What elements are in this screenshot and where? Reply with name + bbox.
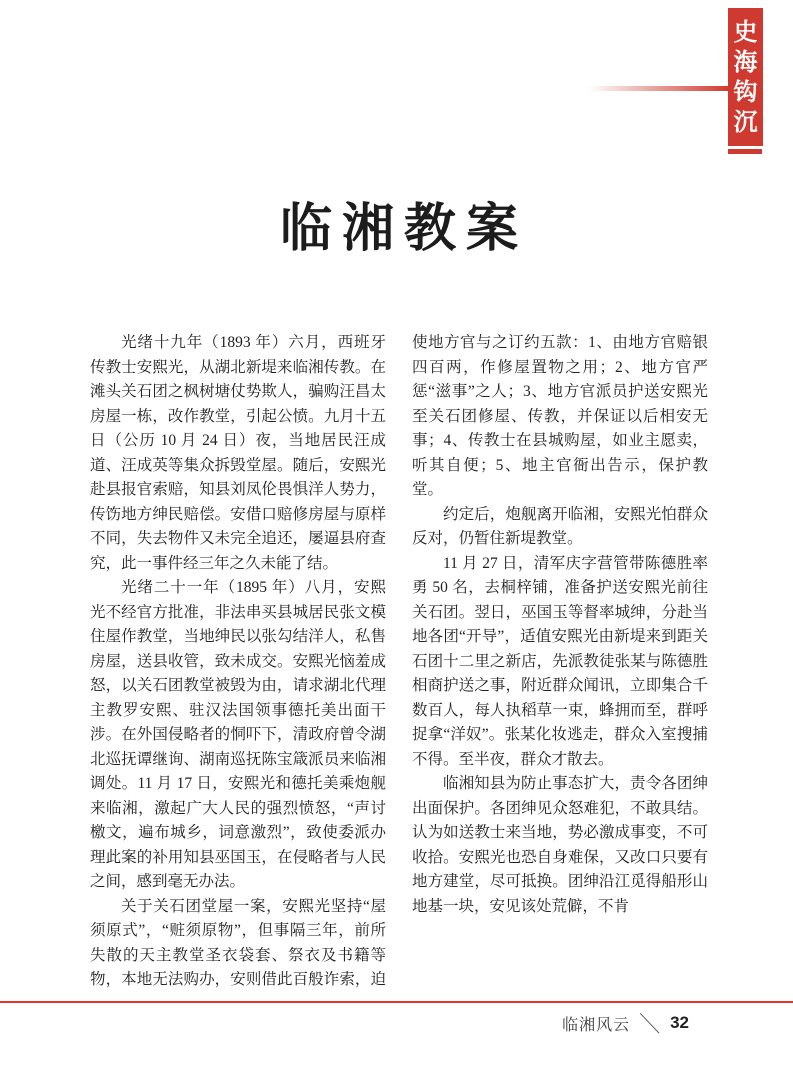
article-paragraph-4: 约定后，炮舰离开临湘，安熙光怕群众反对，仍暂住新堤教堂。 [412,505,708,547]
footer-section-label: 临湘风云 [562,1016,631,1034]
banner-character: 史 [733,17,758,46]
footer-rule [0,1001,793,1003]
article-paragraph-6: 临湘知县为防止事态扩大，责令各团绅出面保护。各团绅见众怒难犯，不敢具结。认为如送教士来当地，势必激成事变，不可收拾。安熙光也恐自身难保，又改口只要有地方建堂，尽可抵换。团绅沿江觅得船形山地基一块，安见该处荒僻，不肯 [412,775,708,915]
banner-underline [728,149,762,154]
article-title: 临湘教案 [279,198,528,259]
page-footer [562,1008,689,1038]
banner-character: 钩 [733,77,758,106]
article-paragraph-2: 光绪二十一年（1895 年）八月，安熙光不经官方批准，非法串买县城居民张文模住屋作教堂，当地绅民以张勾结洋人，私售房屋，送县收管，致未成交。安熙光恼羞成怒，以关石团教堂被毁为由，请求湖北代理主教罗安熙、驻汉法国领事德托美出面干涉。在外国侵略者的恫吓下，清政府曾令湖北巡抚谭继询、湖南巡抚陈宝箴派员来临湘调处。11 月 17 日，安熙光和德托美乘炮舰来临湘，激起广大人民的强烈愤怒，“声讨檄文，遍布城乡，词意激烈”，致使委派办理此案的补用知县巫国玉，在侵略者与人民之间，感到毫无办法。 [90,579,386,890]
article-paragraph-1: 光绪十九年（1893 年）六月，西班牙传教士安熙光，从湖北新堤来临湘传教。在滩头关石团之枫树塘仗势欺人，骗购汪昌太房屋一栋，改作教堂，引起公愤。九月十五日（公历 10 月 24 日）夜，当地居民汪成道、汪成英等集众拆毁堂屋。随后，安熙光赴县报官索赔，知县刘凤伦畏惧洋人势力，传饬地方绅民赔偿。安借口赔修房屋与原样不同，失去物件又未完全追还，屡逼县府查究，此一事件经三年之久未能了结。 [90,334,386,572]
backslash-separator-icon: ＼ [639,1012,662,1037]
header-gradient-rule [588,86,729,91]
article-paragraph-3: 关于关石团堂屋一案，安熙光坚持“屋须原式”，“赃须原物”，但事隔三年，前所失散的天主教堂圣衣袋套、祭衣及书籍等物，本地无法购办，安则借此百般诈索，迫使地方官与之订约五款：1、由地方官赔银四百两，作修屋置物之用；2、地方官严惩“滋事”之人；3、地方官派员护送安熙光至关石团修屋、传教，并保证以后相安无事；4、传教士在县城购屋，如业主愿卖，听其自便；5、地主官衙出告示，保护教堂。 [90,334,708,988]
article-paragraph-5: 11 月 27 日，清军庆字营管带陈德胜率勇 50 名，去桐梓铺，准备护送安熙光前往关石团。翌日，巫国玉等督率城绅，分赴当地各团“开导”，适值安熙光由新堤来到距关石团十二里之新店，先派教徒张某与陈德胜相商护送之事，附近群众闻讯，立即集合千数百人，每人执稻草一束，蜂拥而至，群呼捉拿“洋奴”。张某化妆逃走，群众入室搜捕不得。至半夜，群众才散去。 [412,554,708,768]
banner-character: 海 [733,47,758,76]
section-banner [728,8,763,146]
banner-character: 沉 [733,107,758,136]
article-body [90,331,708,993]
page-number: 32 [670,1013,689,1032]
